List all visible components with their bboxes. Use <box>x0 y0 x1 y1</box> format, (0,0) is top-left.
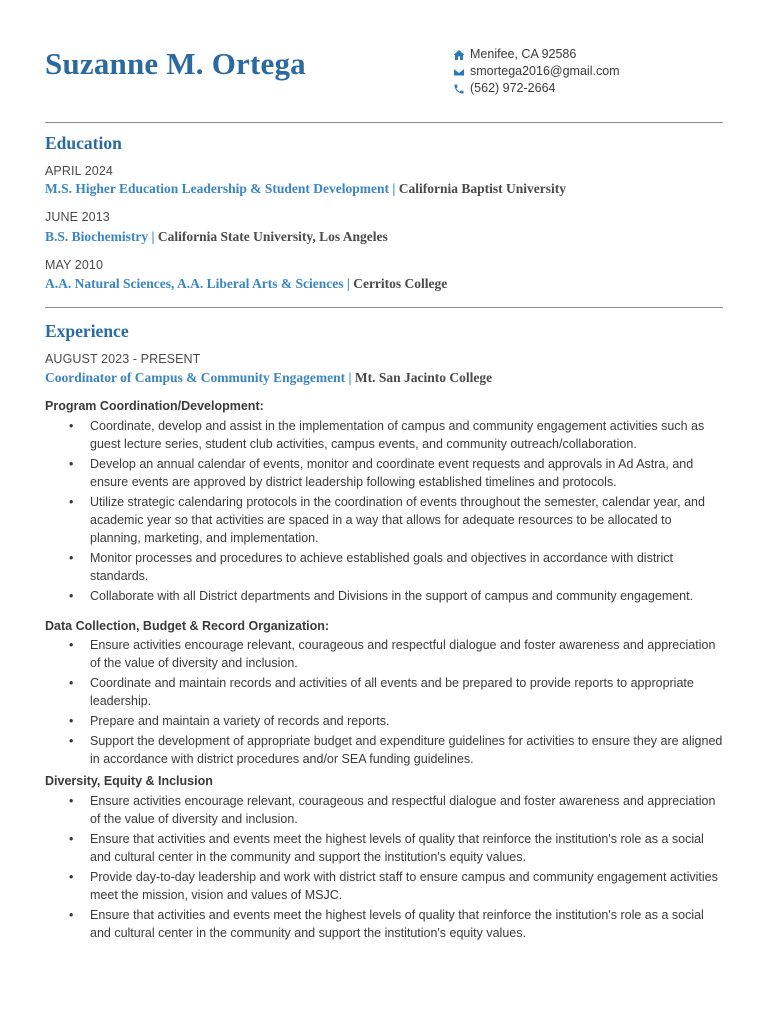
contact-email <box>452 63 620 80</box>
contact-location <box>452 46 620 63</box>
list-item: • Collaborate with all District departments and Divisions in the support of campus and community engagement. <box>90 587 723 605</box>
phone-icon <box>452 82 466 96</box>
phone-text: (562) 972-2664 <box>470 81 556 95</box>
education-entry <box>45 229 388 245</box>
separator: | <box>348 370 352 385</box>
degree-title: A.A. Natural Sciences, A.A. Liberal Arts & Sciences <box>45 276 344 291</box>
education-date: APRIL 2024 <box>45 164 113 178</box>
list-item: • Develop an annual calendar of events, monitor and coordinate event requests and approvals in Ad Astra, and ensure events are approved by district leadership following established timelines and protocols. <box>90 455 723 491</box>
education-date: JUNE 2013 <box>45 210 110 224</box>
responsibility-list <box>90 417 723 607</box>
list-item: • Prepare and maintain a variety of records and reports. <box>90 712 723 730</box>
list-item: • Utilize strategic calendaring protocols in the coordination of events throughout the semester, calendar year, and academic year so that activities are spaced in a way that allows for adequate resources to be allocated to planning, marketing, and implementation. <box>90 493 723 547</box>
candidate-name: Suzanne M. Ortega <box>45 46 306 81</box>
separator: | <box>151 229 155 244</box>
job-title: Coordinator of Campus & Community Engagement <box>45 370 346 385</box>
education-heading: Education <box>45 133 122 153</box>
home-icon <box>452 48 466 62</box>
institution-name: Cerritos College <box>353 276 448 291</box>
institution-name: California Baptist University <box>398 181 567 196</box>
list-item: • Support the development of appropriate budget and expenditure guidelines for activities to ensure they are aligned in accordance with district procedures and/or SEA funding guidelines. <box>90 732 723 768</box>
list-item: • Coordinate, develop and assist in the implementation of campus and community engagement activities such as guest lecture series, student club activities, campus events, and community outreach/collaboration. <box>90 417 723 453</box>
separator: | <box>392 181 396 196</box>
list-item: • Ensure activities encourage relevant, courageous and respectful dialogue and foster awareness and appreciation of the value of diversity and inclusion. <box>90 792 723 828</box>
contact-block <box>452 46 620 97</box>
divider <box>45 307 723 308</box>
education-entry <box>45 276 447 292</box>
employer-name: Mt. San Jacinto College <box>354 370 493 385</box>
experience-date: AUGUST 2023 - PRESENT <box>45 352 201 366</box>
location-text: Menifee, CA 92586 <box>470 47 577 61</box>
list-item: • Ensure activities encourage relevant, courageous and respectful dialogue and foster awareness and appreciation of the value of diversity and inclusion. <box>90 636 723 672</box>
responsibility-list <box>90 792 723 944</box>
degree-title: M.S. Higher Education Leadership & Student Development <box>45 181 390 196</box>
list-item: • Provide day-to-day leadership and work with district staff to ensure campus and community engagement activities meet the mission, vision and values of MSJC. <box>90 868 723 904</box>
education-entry <box>45 181 566 197</box>
responsibility-list <box>90 636 723 770</box>
responsibility-group-heading: Diversity, Equity & Inclusion <box>45 774 213 788</box>
responsibility-group-heading: Data Collection, Budget & Record Organization: <box>45 619 330 633</box>
institution-name: California State University, Los Angeles <box>157 229 388 244</box>
email-text: smortega2016@gmail.com <box>470 64 620 78</box>
list-item: • Coordinate and maintain records and activities of all events and be prepared to provide reports to appropriate leadership. <box>90 674 723 710</box>
responsibility-group-heading: Program Coordination/Development: <box>45 399 264 413</box>
contact-phone <box>452 80 620 97</box>
list-item: • Ensure that activities and events meet the highest levels of quality that reinforce the institution's role as a social and cultural center in the community and support the institution's equity values. <box>90 906 723 942</box>
mail-icon <box>452 65 466 79</box>
separator: | <box>346 276 350 291</box>
degree-title: B.S. Biochemistry <box>45 229 149 244</box>
experience-entry <box>45 370 492 386</box>
experience-heading: Experience <box>45 321 129 341</box>
education-date: MAY 2010 <box>45 258 104 272</box>
list-item: • Ensure that activities and events meet the highest levels of quality that reinforce the institution's role as a social and cultural center in the community and support the institution's equity values. <box>90 830 723 866</box>
list-item: • Monitor processes and procedures to achieve established goals and objectives in accordance with district standards. <box>90 549 723 585</box>
divider <box>45 122 723 123</box>
